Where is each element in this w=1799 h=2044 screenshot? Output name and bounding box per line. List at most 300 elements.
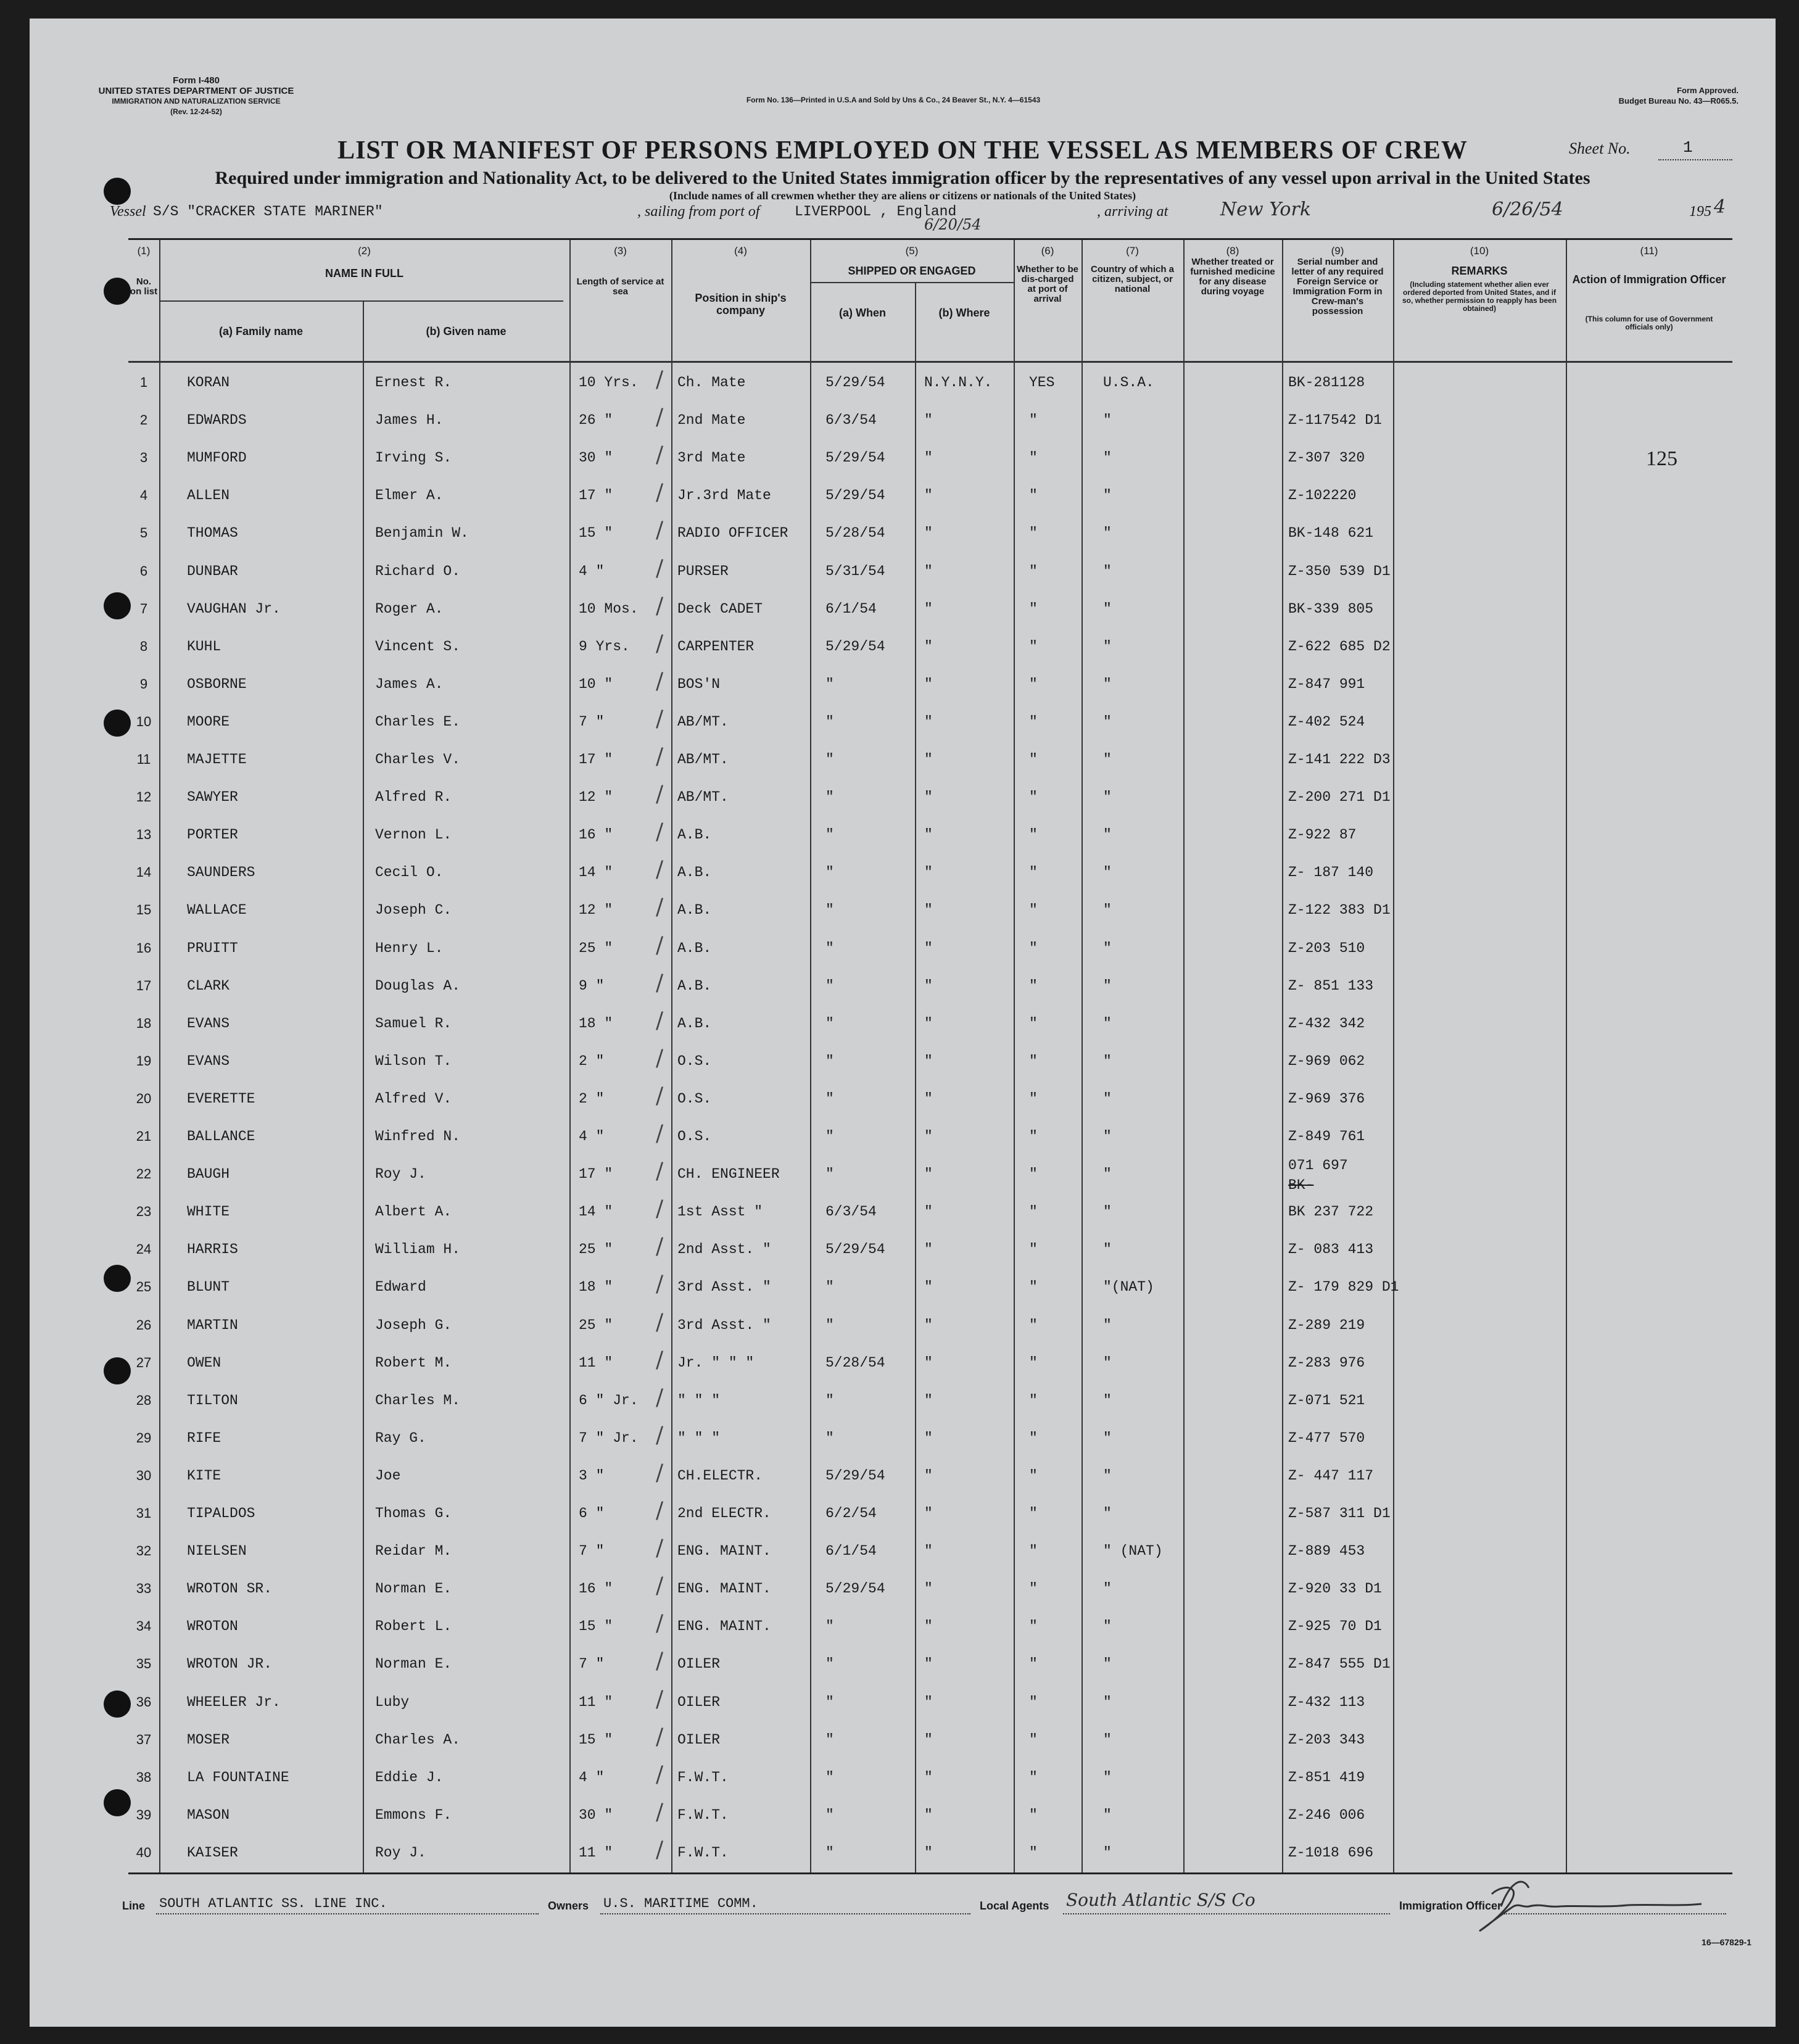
cell-when: " [825, 1806, 834, 1823]
cell-position: A.B. [677, 902, 712, 919]
cell-disch: " [1029, 1618, 1038, 1635]
cell-length: 9 " [579, 977, 605, 994]
cell-where: " [924, 1731, 933, 1748]
cell-serial: Z-925 70 D1 [1288, 1618, 1382, 1635]
cell-where: " [924, 1505, 933, 1521]
cell-disch: " [1029, 1279, 1038, 1296]
table-row [128, 1758, 1732, 1796]
cell-no: 5 [139, 525, 148, 541]
cell-where: " [924, 487, 933, 504]
table-row [128, 891, 1732, 929]
cell-given: Reidar M. [375, 1543, 452, 1560]
check-mark: / [656, 593, 664, 619]
cell-when: " [825, 1166, 834, 1183]
cell-family: EVERETTE [187, 1090, 255, 1107]
cell-no: 26 [136, 1317, 152, 1333]
cell-no: 9 [139, 676, 148, 692]
departure-port: LIVERPOOL , England [795, 204, 957, 220]
cell-position: PURSER [677, 563, 729, 579]
cell-family: TILTON [187, 1392, 238, 1409]
cell-position: AB/MT. [677, 751, 729, 768]
header-country: Country of which a citizen, subject, or national [1091, 264, 1174, 294]
printer-line: Form No. 136—Printed in U.S.A and Sold by Uns & Co., 24 Beaver St., N.Y. 4—61543 [746, 96, 1041, 104]
cell-no: 8 [139, 638, 148, 654]
cell-where: " [924, 1317, 933, 1333]
cell-no: 34 [136, 1618, 152, 1634]
cell-where: " [924, 1015, 933, 1032]
cell-position: 3rd Asst. " [677, 1279, 771, 1296]
cell-where: " [924, 1844, 933, 1861]
cell-position: A.B. [677, 940, 712, 956]
cell-disch: " [1029, 827, 1038, 843]
cell-given: Elmer A. [375, 487, 444, 504]
cell-family: RIFE [187, 1430, 221, 1446]
cell-country: " [1103, 1204, 1112, 1220]
cell-country: " [1103, 1731, 1112, 1748]
form-approval: Form Approved. Budget Bureau No. 43—R065.5. [1618, 86, 1739, 106]
cell-given: Cecil O. [375, 864, 444, 881]
cell-serial: Z-851 419 [1288, 1769, 1365, 1785]
cell-length: 15 " [579, 1731, 613, 1748]
cell-length: 30 " [579, 1806, 613, 1823]
cell-disch: " [1029, 1015, 1038, 1032]
cell-no: 40 [136, 1844, 152, 1860]
header-length: Length of service at sea [576, 276, 664, 297]
cell-length: 14 " [579, 864, 613, 881]
cell-length: 4 " [579, 1128, 605, 1144]
cell-where: " [924, 789, 933, 806]
cell-serial: Z-141 222 D3 [1288, 751, 1391, 768]
cell-length: 7 " [579, 713, 605, 730]
year-label: 195 [1689, 204, 1711, 220]
cell-when: " [825, 789, 834, 806]
col-num-6: (6) [1041, 245, 1054, 257]
cell-serial: Z-847 991 [1288, 676, 1365, 692]
cell-country: " [1103, 600, 1112, 617]
cell-given: Richard O. [375, 563, 461, 579]
cell-given: Roy J. [375, 1844, 426, 1861]
cell-disch: " [1029, 1204, 1038, 1220]
cell-position: RADIO OFFICER [677, 525, 788, 542]
cell-serial: Z-920 33 D1 [1288, 1581, 1382, 1597]
cell-length: 7 " [579, 1656, 605, 1673]
cell-country: " [1103, 1694, 1112, 1710]
cell-serial: Z-283 976 [1288, 1354, 1365, 1371]
cell-serial: BK-148 621 [1288, 525, 1374, 542]
vessel-name: S/S "CRACKER STATE MARINER" [153, 204, 383, 220]
table-row [128, 816, 1732, 853]
cell-no: 31 [136, 1505, 152, 1521]
check-mark: / [656, 932, 664, 958]
cell-position: 3rd Asst. " [677, 1317, 771, 1333]
cell-country: " [1103, 1166, 1112, 1183]
cell-country: " [1103, 789, 1112, 806]
table-row [128, 778, 1732, 816]
cell-no: 2 [139, 412, 148, 428]
punch-hole [104, 278, 131, 305]
cell-where: " [924, 751, 933, 768]
cell-given: Emmons F. [375, 1806, 452, 1823]
cell-position: O.S. [677, 1128, 712, 1144]
cell-where: " [924, 977, 933, 994]
cell-disch: " [1029, 902, 1038, 919]
punch-hole [104, 1265, 131, 1292]
cell-family: WROTON JR. [187, 1656, 273, 1673]
cell-country: " [1103, 1015, 1112, 1032]
cell-given: Robert M. [375, 1354, 452, 1371]
cell-length: 25 " [579, 1241, 613, 1258]
arrival-date: 6/26/54 [1492, 199, 1563, 220]
cell-length: 10 Yrs. [579, 374, 639, 391]
cell-serial: Z-203 510 [1288, 940, 1365, 956]
cell-position: A.B. [677, 977, 712, 994]
cell-serial: Z-889 453 [1288, 1543, 1365, 1560]
table-row [128, 1117, 1732, 1155]
cell-when: " [825, 713, 834, 730]
cell-country: " [1103, 1656, 1112, 1673]
cell-position: 3rd Mate [677, 450, 746, 466]
check-mark: / [656, 1799, 664, 1825]
col-num-2: (2) [358, 245, 371, 257]
cell-length: 12 " [579, 902, 613, 919]
cell-country: " [1103, 1317, 1112, 1333]
cell-no: 6 [139, 563, 148, 579]
check-mark: / [656, 1159, 664, 1185]
agents-value: South Atlantic S/S Co [1066, 1890, 1255, 1910]
check-mark: / [656, 1272, 664, 1297]
table-row [128, 1570, 1732, 1607]
cell-family: MARTIN [187, 1317, 238, 1333]
cell-country: " [1103, 1581, 1112, 1597]
cell-length: 17 " [579, 1166, 613, 1183]
cell-country: " [1103, 940, 1112, 956]
cell-where: " [924, 1166, 933, 1183]
cell-serial: Z-969 376 [1288, 1090, 1365, 1107]
cell-disch: " [1029, 1090, 1038, 1107]
cell-disch: " [1029, 450, 1038, 466]
cell-disch: " [1029, 1128, 1038, 1144]
cell-serial: Z-847 555 D1 [1288, 1656, 1391, 1673]
form-code: 16—67829-1 [1702, 1937, 1751, 1947]
cell-family: EVANS [187, 1053, 230, 1069]
check-mark: / [656, 1460, 664, 1486]
cell-country: " [1103, 1467, 1112, 1484]
sailing-label: , sailing from port of [637, 204, 760, 220]
check-mark: / [656, 782, 664, 808]
cell-position: A.B. [677, 827, 712, 843]
cell-country: " [1103, 1769, 1112, 1785]
cell-family: NIELSEN [187, 1543, 247, 1560]
cell-no: 32 [136, 1543, 152, 1559]
cell-serial: Z-200 271 D1 [1288, 789, 1391, 806]
cell-when: " [825, 1392, 834, 1409]
cell-when: " [825, 1731, 834, 1748]
cell-no: 18 [136, 1015, 152, 1031]
cell-country: " [1103, 1090, 1112, 1107]
cell-given: Eddie J. [375, 1769, 444, 1785]
cell-position: AB/MT. [677, 713, 729, 730]
cell-disch: " [1029, 412, 1038, 429]
header-when: (a) When [839, 307, 886, 319]
cell-given: Winfred N. [375, 1128, 461, 1144]
cell-country: " [1103, 1430, 1112, 1446]
manifest-sheet [30, 19, 1776, 2027]
cell-where: N.Y.N.Y. [924, 374, 993, 391]
cell-family: BLUNT [187, 1279, 230, 1296]
cell-country: " [1103, 487, 1112, 504]
cell-disch: " [1029, 1731, 1038, 1748]
cell-given: William H. [375, 1241, 461, 1258]
cell-length: 15 " [579, 1618, 613, 1635]
cell-no: 29 [136, 1430, 152, 1446]
cell-serial: Z-117542 D1 [1288, 412, 1382, 429]
header-action-note: (This column for use of Government officials only) [1585, 315, 1713, 331]
cell-country: " [1103, 412, 1112, 429]
table-row [128, 1268, 1732, 1305]
form-header-left: Form I-480 UNITED STATES DEPARTMENT OF JUSTICE IMMIGRATION AND NATURALIZATION SERVICE (Rev. 12-24-52) [98, 75, 294, 116]
cell-family: THOMAS [187, 525, 238, 542]
check-mark: / [656, 480, 664, 506]
col-num-1: (1) [137, 245, 151, 257]
cell-serial: Z-432 342 [1288, 1015, 1365, 1032]
line-label: Line [122, 1900, 146, 1912]
table-row [128, 363, 1732, 401]
cell-country: " [1103, 1844, 1112, 1861]
cell-no: 12 [136, 789, 152, 805]
cell-serial: Z-432 113 [1288, 1694, 1365, 1710]
check-mark: / [656, 555, 664, 581]
check-mark: / [656, 1121, 664, 1146]
cell-position: Deck CADET [677, 600, 763, 617]
cell-serial: Z- 187 140 [1288, 864, 1374, 881]
cell-no: 13 [136, 827, 152, 843]
cell-serial: Z-1018 696 [1288, 1844, 1374, 1861]
table-row [128, 1683, 1732, 1721]
cell-serial: Z-622 685 D2 [1288, 638, 1391, 655]
cell-given: Henry L. [375, 940, 444, 956]
check-mark: / [656, 1837, 664, 1863]
cell-family: PRUITT [187, 940, 238, 956]
cell-family: KITE [187, 1467, 221, 1484]
cell-disch: " [1029, 940, 1038, 956]
cell-position: O.S. [677, 1090, 712, 1107]
cell-when: " [825, 1053, 834, 1069]
cell-serial: Z-849 761 [1288, 1128, 1365, 1144]
cell-where: " [924, 1694, 933, 1710]
check-mark: / [656, 1649, 664, 1674]
check-mark: / [656, 518, 664, 544]
cell-no: 11 [136, 751, 151, 767]
cell-country: " [1103, 864, 1112, 881]
cell-family: HARRIS [187, 1241, 238, 1258]
table-row [128, 1419, 1732, 1457]
check-mark: / [656, 1384, 664, 1410]
cell-country: " [1103, 450, 1112, 466]
cell-position: " " " [677, 1392, 721, 1409]
cell-when: " [825, 1844, 834, 1861]
cell-position: 2nd Asst. " [677, 1241, 771, 1258]
owners-value: U.S. MARITIME COMM. [603, 1896, 758, 1911]
cell-disch: " [1029, 1354, 1038, 1371]
cell-when: " [825, 1769, 834, 1785]
cell-when: 5/29/54 [825, 1467, 885, 1484]
cell-disch: YES [1029, 374, 1055, 391]
table-row [128, 1532, 1732, 1570]
cell-when: 6/1/54 [825, 600, 877, 617]
cell-when: 6/2/54 [825, 1505, 877, 1521]
header-remarks: REMARKS [1451, 265, 1508, 277]
cell-disch: " [1029, 1581, 1038, 1597]
page-title: LIST OR MANIFEST OF PERSONS EMPLOYED ON THE VESSEL AS MEMBERS OF CREW [337, 136, 1468, 165]
sheet-number-field[interactable] [1658, 159, 1732, 160]
cell-position: " " " [677, 1430, 721, 1446]
punch-hole [104, 1789, 131, 1816]
owners-label: Owners [548, 1900, 589, 1912]
subtitle-note: (Include names of all crewmen whether they are aliens or citizens or nationals of the United States) [669, 189, 1136, 202]
cell-disch: " [1029, 1656, 1038, 1673]
cell-length: 6 " Jr. [579, 1392, 639, 1409]
cell-given: Ray G. [375, 1430, 426, 1446]
cell-family: MOORE [187, 713, 230, 730]
cell-where: " [924, 1279, 933, 1296]
cell-position: Jr.3rd Mate [677, 487, 771, 504]
cell-no: 39 [136, 1806, 152, 1823]
cell-where: " [924, 676, 933, 692]
cell-when: " [825, 1279, 834, 1296]
cell-given: Norman E. [375, 1581, 452, 1597]
year-digit: 4 [1714, 196, 1726, 218]
cell-length: 3 " [579, 1467, 605, 1484]
cell-position: F.W.T. [677, 1844, 729, 1861]
cell-position: 2nd Mate [677, 412, 746, 429]
cell-disch: " [1029, 713, 1038, 730]
cell-family: WHITE [187, 1204, 230, 1220]
cell-position: ENG. MAINT. [677, 1618, 771, 1635]
cell-position: O.S. [677, 1053, 712, 1069]
check-mark: / [656, 1536, 664, 1562]
col-num-10: (10) [1470, 245, 1489, 257]
cell-length: 26 " [579, 412, 613, 429]
cell-when: 5/29/54 [825, 1581, 885, 1597]
check-mark: / [656, 1196, 664, 1222]
cell-where: " [924, 827, 933, 843]
cell-no: 20 [136, 1090, 152, 1106]
cell-where: " [924, 1769, 933, 1785]
table-row [128, 514, 1732, 552]
cell-length: 11 " [579, 1354, 613, 1371]
table-row [128, 1306, 1732, 1344]
check-mark: / [656, 1234, 664, 1260]
cell-given: Roger A. [375, 600, 444, 617]
cell-no: 4 [139, 487, 148, 503]
check-mark: / [656, 1611, 664, 1637]
cell-where: " [924, 713, 933, 730]
cell-country: " [1103, 525, 1112, 542]
cell-position: CH. ENGINEER [677, 1166, 780, 1183]
cell-position: OILER [677, 1656, 721, 1673]
cell-position: CARPENTER [677, 638, 755, 655]
subtitle: Required under immigration and Nationality Act, to be delivered to the United States immigration officer by the representatives of any vessel upon arrival in the United States [215, 168, 1590, 188]
cell-no: 14 [136, 864, 152, 880]
cell-disch: " [1029, 1505, 1038, 1521]
sheet-number-label: Sheet No. [1569, 139, 1631, 157]
table-row [128, 1607, 1732, 1645]
header-treated: Whether treated or furnished medicine for any disease during voyage [1190, 257, 1275, 297]
cell-disch: " [1029, 1806, 1038, 1823]
cell-country: " [1103, 1053, 1112, 1069]
cell-when: 5/29/54 [825, 638, 885, 655]
check-mark: / [656, 631, 664, 656]
cell-length: 18 " [579, 1015, 613, 1032]
cell-when: " [825, 1618, 834, 1635]
cell-given: Ernest R. [375, 374, 452, 391]
officer-remark-number: 125 [1646, 447, 1677, 470]
punch-hole [104, 710, 131, 737]
cell-length: 9 Yrs. [579, 638, 630, 655]
cell-position: ENG. MAINT. [677, 1543, 771, 1560]
table-row [128, 1042, 1732, 1080]
cell-no: 25 [136, 1279, 152, 1295]
header-given-name: (b) Given name [426, 325, 507, 337]
cell-when: 5/28/54 [825, 1354, 885, 1371]
cell-no: 27 [136, 1354, 152, 1370]
table-row [128, 703, 1732, 740]
cell-no: 21 [136, 1128, 152, 1144]
cell-no: 23 [136, 1204, 152, 1220]
cell-when: " [825, 1430, 834, 1446]
cell-given: James H. [375, 412, 444, 429]
cell-no: 19 [136, 1053, 152, 1069]
cell-given: Roy J. [375, 1166, 426, 1183]
cell-disch: " [1029, 1543, 1038, 1560]
cell-position: 1st Asst " [677, 1204, 763, 1220]
cell-disch: " [1029, 864, 1038, 881]
cell-when: " [825, 676, 834, 692]
cell-where: " [924, 563, 933, 579]
cell-disch: " [1029, 1844, 1038, 1861]
cell-serial: Z-350 539 D1 [1288, 563, 1391, 579]
cell-disch: " [1029, 1467, 1038, 1484]
cell-length: 16 " [579, 827, 613, 843]
cell-serial: Z- 179 829 D1 [1288, 1279, 1399, 1296]
cell-country: " [1103, 751, 1112, 768]
cell-given: Charles E. [375, 713, 461, 730]
departure-date: 6/20/54 [924, 216, 982, 233]
cell-when: 5/28/54 [825, 525, 885, 542]
cell-given: Robert L. [375, 1618, 452, 1635]
cell-given: Douglas A. [375, 977, 461, 994]
cell-given: Samuel R. [375, 1015, 452, 1032]
cell-serial: Z-289 219 [1288, 1317, 1365, 1333]
cell-family: WHEELER Jr. [187, 1694, 281, 1710]
check-mark: / [656, 1045, 664, 1071]
cell-position: A.B. [677, 864, 712, 881]
cell-when: 5/29/54 [825, 1241, 885, 1258]
check-mark: / [656, 706, 664, 732]
cell-family: VAUGHAN Jr. [187, 600, 281, 617]
cell-serial: Z-122 383 D1 [1288, 902, 1391, 919]
cell-family: SAUNDERS [187, 864, 255, 881]
table-row [128, 476, 1732, 514]
cell-family: LA FOUNTAINE [187, 1769, 289, 1785]
table-row [128, 590, 1732, 627]
check-mark: / [656, 895, 664, 921]
cell-where: " [924, 1656, 933, 1673]
cell-disch: " [1029, 676, 1038, 692]
cell-no: 24 [136, 1241, 152, 1257]
cell-serial: Z- 851 133 [1288, 977, 1374, 994]
cell-country: "(NAT) [1103, 1279, 1154, 1296]
